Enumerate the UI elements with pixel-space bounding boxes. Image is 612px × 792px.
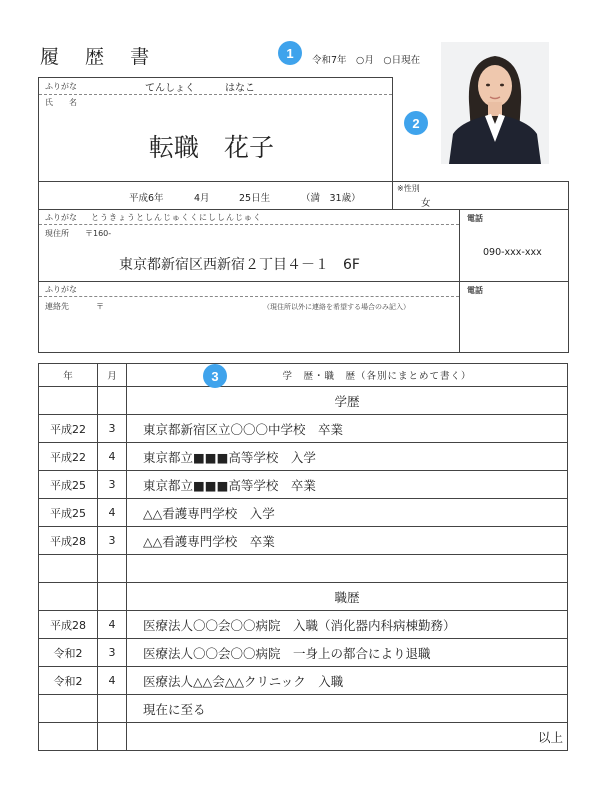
contact-furigana-row	[39, 282, 459, 297]
birth-era[interactable]: 平成6年	[129, 193, 164, 204]
history-table	[38, 363, 568, 751]
cell-content[interactable]	[127, 555, 568, 583]
birth-month[interactable]: 4月	[194, 193, 210, 204]
contact-phone-label: 電話	[467, 286, 483, 295]
gender-label: ※性別	[397, 184, 420, 193]
cell-month[interactable]: 3	[98, 639, 127, 667]
divider	[392, 181, 393, 210]
header-content	[127, 364, 568, 387]
name-furigana-value[interactable]: てんしょく はなこ	[145, 83, 255, 94]
address-value[interactable]: 東京都新宿区西新宿２丁目４－１ 6F	[119, 257, 360, 273]
address-furigana-row	[39, 210, 459, 225]
cell-content[interactable]: △△看護専門学校 卒業	[127, 527, 568, 555]
name-label: 氏 名	[45, 98, 77, 107]
header-content-label: 学 歴・職 歴（各別にまとめて書く）	[282, 371, 472, 382]
cell-month[interactable]	[98, 387, 127, 415]
cell-year[interactable]: 平成28	[39, 611, 98, 639]
cell-content[interactable]: 現在に至る	[127, 695, 568, 723]
age[interactable]: （満 31歳）	[301, 193, 361, 204]
birth-day[interactable]: 25日生	[239, 193, 271, 204]
cell-year[interactable]	[39, 555, 98, 583]
cell-month[interactable]: 3	[98, 415, 127, 443]
cell-content[interactable]: 医療法人△△会△△クリニック 入職	[127, 667, 568, 695]
cell-month[interactable]: 3	[98, 471, 127, 499]
header-year: 年	[39, 364, 98, 387]
furigana-label: ふりがな	[45, 82, 77, 91]
cell-year[interactable]	[39, 583, 98, 611]
table-row	[39, 527, 568, 555]
table-row	[39, 471, 568, 499]
date-line: 令和7年 ○月 ○日現在	[312, 55, 421, 66]
phone-value[interactable]: 090-xxx-xxx	[483, 247, 542, 258]
table-row	[39, 667, 568, 695]
table-header-row	[39, 364, 568, 387]
gender-value[interactable]: 女	[421, 198, 431, 209]
annotation-badge-1: 1	[278, 41, 302, 65]
id-photo	[441, 42, 549, 164]
table-row	[39, 387, 568, 415]
table-row	[39, 583, 568, 611]
name-box	[38, 77, 393, 182]
cell-year[interactable]	[39, 695, 98, 723]
cell-year[interactable]	[39, 723, 98, 751]
section-heading-education[interactable]: 学歴	[127, 387, 568, 415]
table-row	[39, 415, 568, 443]
address-postal[interactable]: 〒160-	[85, 229, 112, 238]
cell-year[interactable]: 平成25	[39, 471, 98, 499]
name-value[interactable]: 転職 花子	[149, 133, 275, 162]
table-row	[39, 639, 568, 667]
cell-month[interactable]	[98, 555, 127, 583]
address-furigana-value[interactable]: とうきょうとしんじゅくくにししんじゅく	[91, 213, 262, 222]
furigana-label: ふりがな	[45, 285, 77, 294]
table-row	[39, 555, 568, 583]
cell-month[interactable]	[98, 695, 127, 723]
cell-content[interactable]: 東京都立■■■高等学校 卒業	[127, 471, 568, 499]
contact-note: （現住所以外に連絡を希望する場合のみ記入）	[263, 303, 410, 311]
phone-label: 電話	[467, 214, 483, 223]
cell-year[interactable]: 平成25	[39, 499, 98, 527]
cell-month[interactable]: 4	[98, 443, 127, 471]
cell-year[interactable]: 平成22	[39, 415, 98, 443]
birth-row	[38, 181, 569, 210]
table-row	[39, 611, 568, 639]
annotation-badge-2: 2	[404, 111, 428, 135]
cell-year[interactable]: 平成28	[39, 527, 98, 555]
table-row	[39, 723, 568, 751]
cell-content[interactable]: 東京都立■■■高等学校 入学	[127, 443, 568, 471]
cell-year[interactable]: 令和2	[39, 639, 98, 667]
cell-year[interactable]	[39, 387, 98, 415]
cell-year[interactable]: 令和2	[39, 667, 98, 695]
contact-label: 連絡先	[45, 302, 69, 311]
table-row	[39, 443, 568, 471]
address-box	[38, 209, 569, 353]
cell-month[interactable]: 4	[98, 667, 127, 695]
contact-postal[interactable]: 〒	[96, 302, 104, 311]
cell-year[interactable]: 平成22	[39, 443, 98, 471]
table-row	[39, 499, 568, 527]
cell-month[interactable]: 4	[98, 499, 127, 527]
address-label: 現住所	[45, 229, 69, 238]
name-furigana-row	[39, 78, 392, 95]
person-photo-icon	[441, 42, 549, 164]
table-row	[39, 695, 568, 723]
document-title: 履 歴 書	[40, 46, 160, 68]
annotation-badge-3: 3	[203, 364, 227, 388]
cell-month[interactable]	[98, 723, 127, 751]
section-heading-work[interactable]: 職歴	[127, 583, 568, 611]
cell-content[interactable]: 医療法人〇〇会〇〇病院 一身上の都合により退職	[127, 639, 568, 667]
cell-content[interactable]: 医療法人〇〇会〇〇病院 入職（消化器内科病棟勤務）	[127, 611, 568, 639]
furigana-label: ふりがな	[45, 213, 77, 222]
header-month: 月	[98, 364, 127, 387]
closing-remark[interactable]: 以上	[127, 723, 568, 751]
cell-month[interactable]: 3	[98, 527, 127, 555]
cell-month[interactable]	[98, 583, 127, 611]
cell-content[interactable]: 東京都新宿区立〇〇〇中学校 卒業	[127, 415, 568, 443]
cell-content[interactable]: △△看護専門学校 入学	[127, 499, 568, 527]
cell-month[interactable]: 4	[98, 611, 127, 639]
